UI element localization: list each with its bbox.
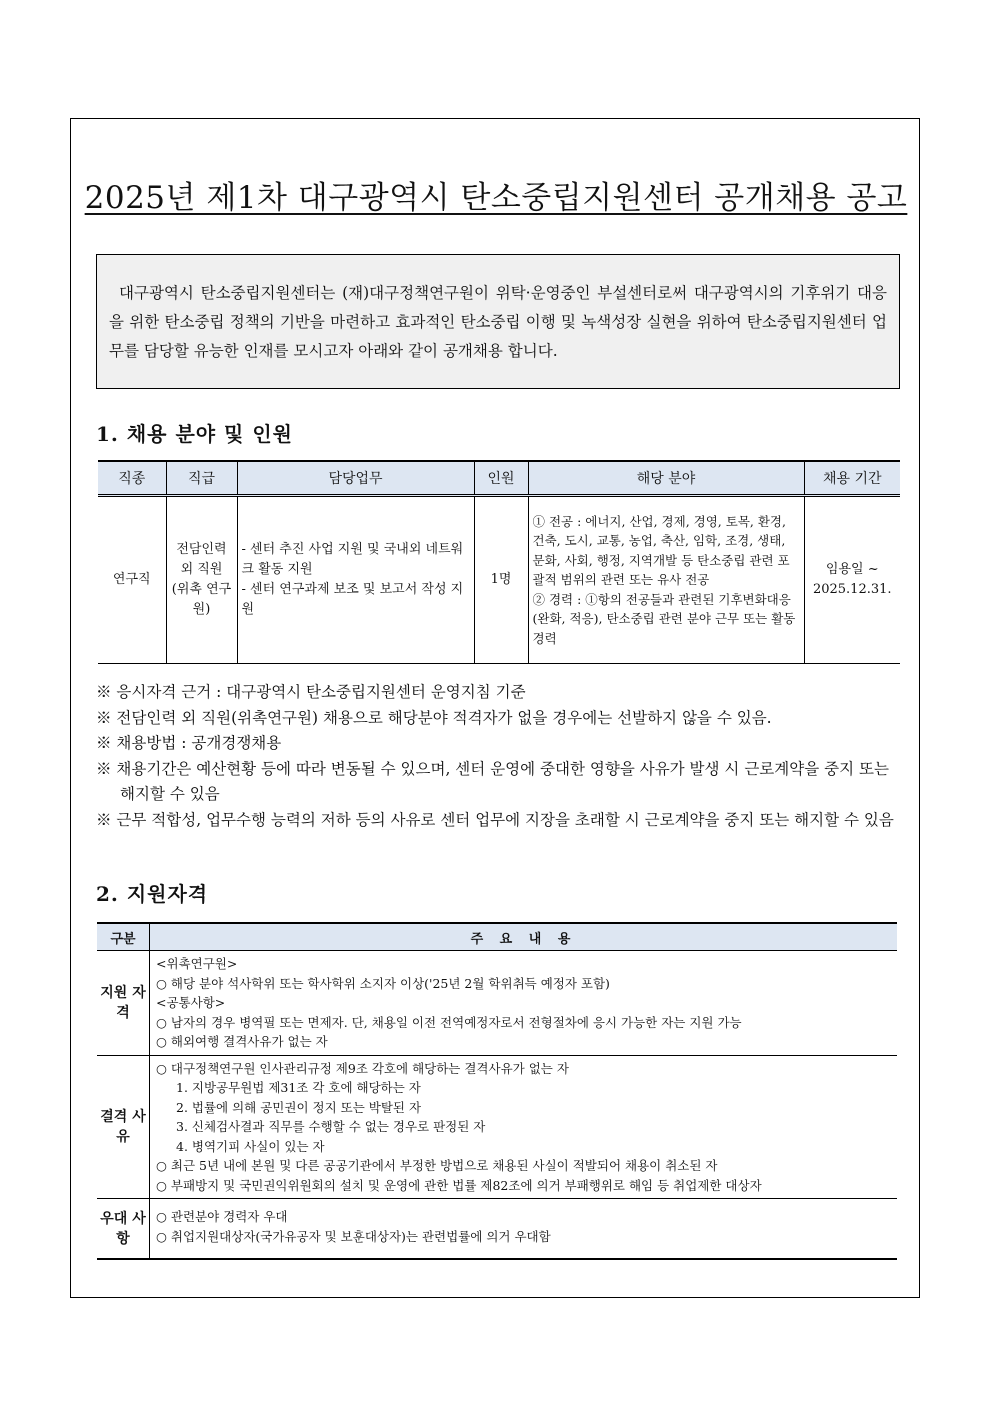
col-header: 주 요 내 용 — [150, 923, 898, 951]
line: ○ 최근 5년 내에 본원 및 다른 공공기관에서 부정한 방법으로 채용된 사실이 적발되어 채용이 취소된 자 — [156, 1158, 718, 1173]
line: <공통사항> — [156, 995, 226, 1010]
row-label: 지원 자격 — [97, 951, 150, 1056]
note-item: ※ 근무 적합성, 업무수행 능력의 저하 등의 사유로 센터 업무에 지장을 초래할 시 근로계약을 중지 또는 해지할 수 있음 — [96, 810, 894, 829]
line: ○ 관련분야 경력자 우대 — [156, 1209, 288, 1224]
disqualification-cell — [150, 1055, 898, 1199]
fields-cell — [528, 496, 804, 664]
notes-list — [96, 680, 902, 833]
field-item: ② 경력 : ①항의 전공들과 관련된 기후변화대응(완화, 적응), 탄소중립 관련 분야 근무 또는 활동경력 — [532, 591, 796, 646]
duties-cell — [237, 496, 474, 664]
row-label: 우대 사항 — [97, 1199, 150, 1260]
section2-heading: 2. 지원자격 — [96, 882, 209, 906]
line: <위촉연구원> — [156, 956, 238, 971]
table-row — [98, 496, 900, 664]
line: 2. 법률에 의해 공민권이 정지 또는 박탈된 자 — [176, 1099, 422, 1115]
table-header-row — [98, 461, 900, 496]
rank-cell: 전담인력 외 직원 (위촉 연구원) — [166, 496, 237, 664]
note-item: ※ 채용기간은 예산현황 등에 따라 변동될 수 있으며, 센터 운영에 중대한 영향을 사유가 발생 시 근로계약을 중지 또는 해지할 수 있음 — [96, 759, 889, 803]
col-header: 채용 기간 — [804, 461, 900, 496]
line: 3. 신체검사결과 직무를 수행할 수 없는 경우로 판정된 자 — [176, 1119, 486, 1134]
duty-item: - 센터 추진 사업 지원 및 국내외 네트워크 활동 지원 — [241, 542, 464, 577]
note-item: ※ 전담인력 외 직원(위촉연구원) 채용으로 해당분야 적격자가 없을 경우에는 선발하지 않을 수 있음. — [96, 708, 772, 727]
job-type-cell: 연구직 — [98, 496, 166, 664]
line: 1. 지방공무원법 제31조 각 호에 해당하는 자 — [176, 1080, 421, 1095]
note-item: ※ 응시자격 근거 : 대구광역시 탄소중립지원센터 운영지침 기준 — [96, 683, 526, 701]
line: ○ 해당 분야 석사학위 또는 학사학위 소지자 이상('25년 2월 학위취득 예정자 포함) — [156, 975, 610, 991]
qualification-cell — [150, 951, 898, 1056]
preference-cell — [150, 1199, 898, 1260]
table-row — [97, 1055, 897, 1199]
table-row — [97, 1199, 897, 1260]
period-cell: 임용일 ~ 2025.12.31. — [804, 496, 900, 664]
col-header: 담당업무 — [237, 461, 474, 496]
table-header-row — [97, 923, 897, 951]
page-title: 2025년 제1차 대구광역시 탄소중립지원센터 공개채용 공고 — [84, 180, 908, 216]
duty-item: - 센터 연구과제 보조 및 보고서 작성 지원 — [241, 582, 464, 617]
col-header: 구분 — [97, 923, 150, 951]
line: ○ 취업지원대상자(국가유공자 및 보훈대상자)는 관련법률에 의거 우대함 — [156, 1228, 551, 1244]
col-header: 직급 — [166, 461, 237, 496]
line: ○ 부패방지 및 국민권익위원회의 설치 및 운영에 관한 법률 제82조에 의거 부패행위로 해임 등 취업제한 대상자 — [156, 1177, 762, 1193]
col-header: 해당 분야 — [528, 461, 804, 496]
headcount-cell: 1명 — [474, 496, 528, 664]
line: ○ 대구정책연구원 인사관리규정 제9조 각호에 해당하는 결격사유가 없는 자 — [156, 1060, 569, 1076]
table-row — [97, 951, 897, 1056]
col-header: 인원 — [474, 461, 528, 496]
section1-heading: 1. 채용 분야 및 인원 — [96, 422, 293, 446]
note-item: ※ 채용방법 : 공개경쟁채용 — [96, 734, 282, 752]
recruitment-table — [98, 460, 900, 664]
qualification-table — [97, 922, 897, 1260]
intro-box: 대구광역시 탄소중립지원센터는 (재)대구정책연구원이 위탁·운영중인 부설센터로써 대구광역시의 기후위기 대응을 위한 탄소중립 정책의 기반을 마련하고 효과적인 탄소중립 이행 및 녹색성장 실현을 위하여 탄소중립지원센터 업무를 담당할 유능한 인재를 모시고자 아래와 같이 공개채용 합니다. — [96, 254, 900, 389]
line: ○ 해외여행 결격사유가 없는 자 — [156, 1034, 328, 1049]
field-item: ① 전공 : 에너지, 산업, 경제, 경영, 토목, 환경, 건축, 도시, 교통, 농업, 축산, 임학, 조경, 생태, 문화, 사회, 행정, 지역개발 등 탄소중립 관련 포괄적 범위의 관련 또는 유사 전공 — [532, 513, 790, 588]
line: ○ 남자의 경우 병역필 또는 면제자. 단, 채용일 이전 전역예정자로서 전형절차에 응시 가능한 자는 지원 가능 — [156, 1014, 742, 1030]
line: 4. 병역기피 사실이 있는 자 — [176, 1138, 325, 1154]
row-label: 결격 사유 — [97, 1055, 150, 1199]
col-header: 직종 — [98, 461, 166, 496]
